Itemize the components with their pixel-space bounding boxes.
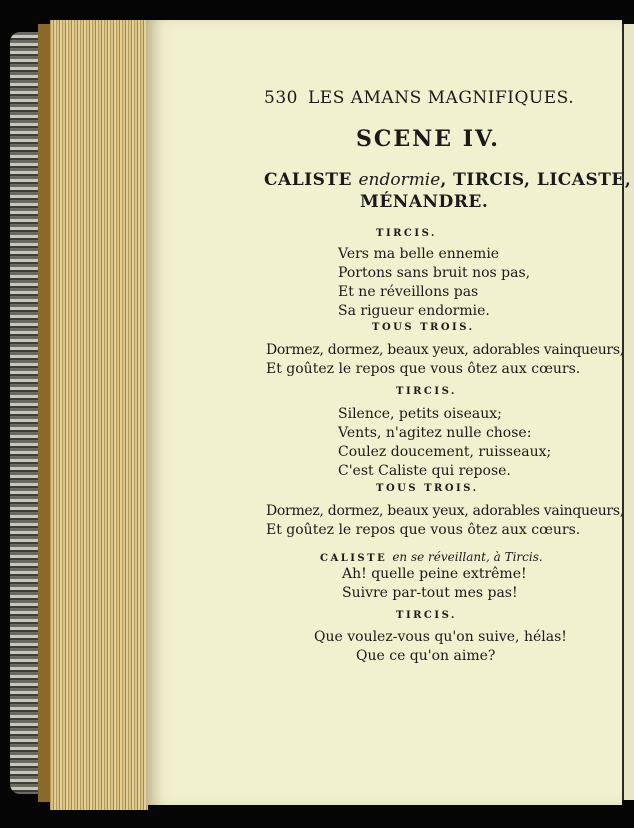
verse-line: Dormez, dormez, beaux yeux, adorables vainqueurs,	[266, 503, 624, 519]
verse-line: Et ne réveillons pas	[338, 284, 479, 300]
verse-line: Que ce qu'on aime?	[356, 648, 496, 664]
verse-line: Portons sans bruit nos pas,	[338, 265, 531, 281]
cast-list-line-2: MÉNANDRE.	[360, 192, 489, 212]
verse-line: Vers ma belle ennemie	[338, 246, 500, 262]
speaker-label: TIRCIS.	[376, 228, 437, 239]
running-title: LES AMANS MAGNIFIQUES.	[308, 88, 575, 108]
verse-line: Et goûtez le repos que vous ôtez aux cœurs.	[266, 361, 581, 377]
speaker-label: TIRCIS.	[396, 386, 457, 397]
speaker-label: TIRCIS.	[396, 610, 457, 621]
verse-line: Sa rigueur endormie.	[338, 303, 490, 319]
speaker-label: TOUS TROIS.	[376, 483, 479, 494]
speaker-label: CALISTE	[320, 553, 388, 564]
cast-others: , TIRCIS, LICASTE,	[440, 170, 632, 190]
cast-caliste: CALISTE	[264, 170, 353, 190]
verse-line: Et goûtez le repos que vous ôtez aux cœurs.	[266, 522, 581, 538]
speaker-with-direction	[320, 546, 543, 565]
page-number: 530	[264, 88, 298, 108]
verse-line: C'est Caliste qui repose.	[338, 463, 511, 479]
open-book	[10, 20, 630, 805]
book-page	[146, 20, 632, 805]
stage-direction: en se réveillant, à Tircis.	[392, 550, 543, 564]
verse-line: Suivre par-tout mes pas!	[342, 585, 518, 601]
facing-page-edge	[622, 24, 634, 800]
verse-line: Dormez, dormez, beaux yeux, adorables vainqueurs,	[266, 342, 624, 358]
verse-line: Coulez doucement, ruisseaux;	[338, 444, 552, 460]
page-edges	[50, 20, 148, 810]
verse-line: Vents, n'agitez nulle chose:	[338, 425, 532, 441]
speaker-label: TOUS TROIS.	[372, 322, 475, 333]
cast-list-line-1	[264, 170, 631, 190]
scene-title: SCENE IV.	[356, 126, 500, 152]
verse-line: Silence, petits oiseaux;	[338, 406, 502, 422]
verse-line: Que voulez-vous qu'on suive, hélas!	[314, 629, 567, 645]
verse-line: Ah! quelle peine extrême!	[342, 566, 527, 582]
cast-stage-direction: endormie	[358, 170, 441, 190]
